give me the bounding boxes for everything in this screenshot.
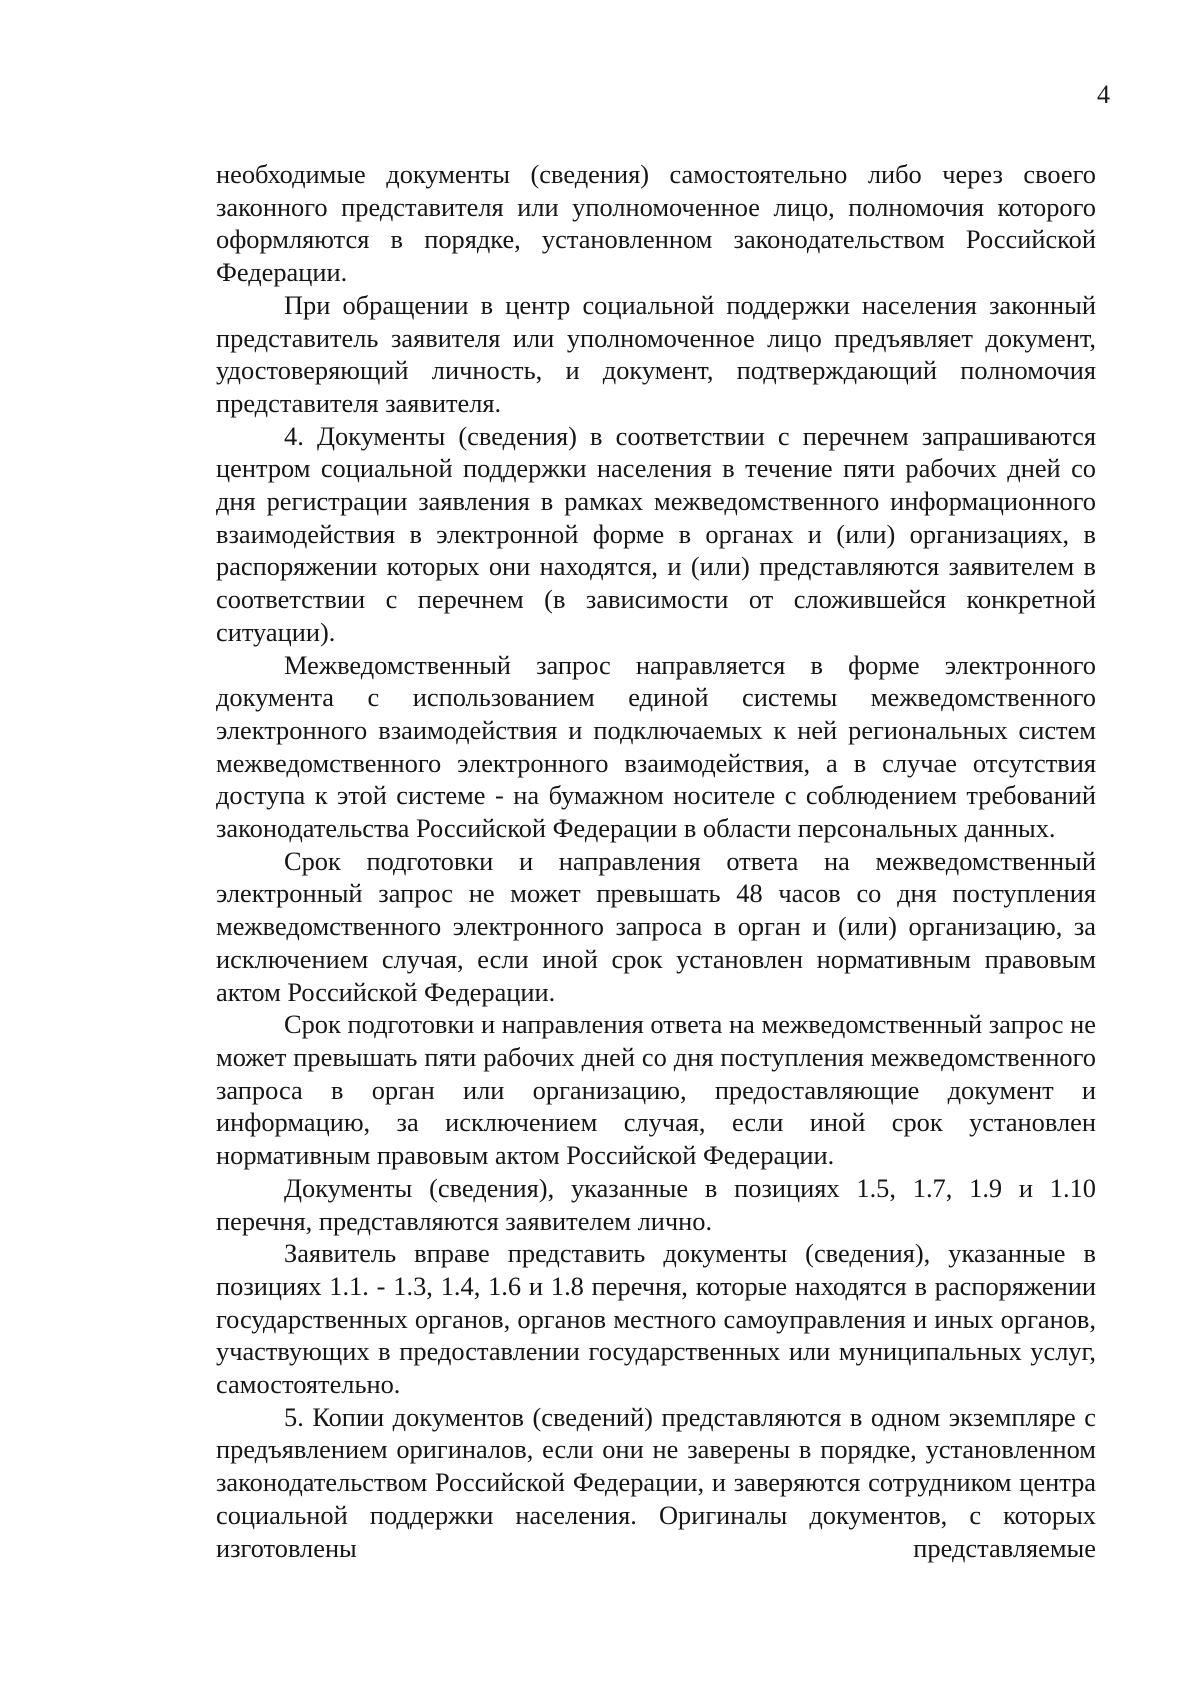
paragraph-item-5: 5. Копии документов (сведений) представляются в одном экземпляре с предъявлением оригиналов, если они не заверены в порядке, установленном законодательством Российской Федерации, и заверяются сотрудником центра социальной поддержки населения. Оригиналы документов, с которых изготовлены представляемые bbox=[216, 1401, 1096, 1563]
paragraph-continuation: необходимые документы (сведения) самостоятельно либо через своего законного представителя или уполномоченное лицо, полномочия которого оформляются в порядке, установленном законодательством Российской Федерации. bbox=[216, 159, 1096, 288]
document-body bbox=[216, 158, 1096, 1564]
paragraph-interagency-request: Межведомственный запрос направляется в форме электронного документа с использованием единой системы межведомственного электронного взаимодействия и подключаемых к ней региональных систем межведомственного электронного взаимодействия, а в случае отсутствия доступа к этой системе - на бумажном носителе с соблюдением требований законодательства Российской Федерации в области персональных данных. bbox=[216, 649, 1096, 844]
paragraph-personal-documents: Документы (сведения), указанные в позициях 1.5, 1.7, 1.9 и 1.10 перечня, представляются заявителем лично. bbox=[216, 1172, 1096, 1236]
paragraph-applicant-right: Заявитель вправе представить документы (сведения), указанные в позициях 1.1. - 1.3, 1.4, 1.6 и 1.8 перечня, которые находятся в распоряжении государственных органов, органов местного самоуправления и иных органов, участвующих в предоставлении государственных или муниципальных услуг, самостоятельно. bbox=[216, 1238, 1096, 1400]
paragraph-electronic-response-term: Срок подготовки и направления ответа на межведомственный электронный запрос не может превышать 48 часов со дня поступления межведомственного электронного запроса в орган и (или) организацию, за исключением случая, если иной срок установлен нормативным правовым актом Российской Федерации. bbox=[216, 845, 1096, 1007]
paragraph-response-term: Срок подготовки и направления ответа на межведомственный запрос не может превышать пяти рабочих дней со дня поступления межведомственного запроса в орган или организацию, предоставляющие документ и информацию, за исключением случая, если иной срок установлен нормативным правовым актом Российской Федерации. bbox=[216, 1009, 1096, 1171]
paragraph-representative: При обращении в центр социальной поддержки населения законный представитель заявителя или уполномоченное лицо предъявляет документ, удостоверяющий личность, и документ, подтверждающий полномочия представителя заявителя. bbox=[216, 289, 1096, 418]
page-number: 4 bbox=[1097, 80, 1110, 109]
paragraph-item-4: 4. Документы (сведения) в соответствии с перечнем запрашиваются центром социальной поддержки населения в течение пяти рабочих дней со дня регистрации заявления в рамках межведомственного информационного взаимодействия в электронной форме в органах и (или) организациях, в распоряжении которых они находятся, и (или) представляются заявителем в соответствии с перечнем (в зависимости от сложившейся конкретной ситуации). bbox=[216, 420, 1096, 647]
